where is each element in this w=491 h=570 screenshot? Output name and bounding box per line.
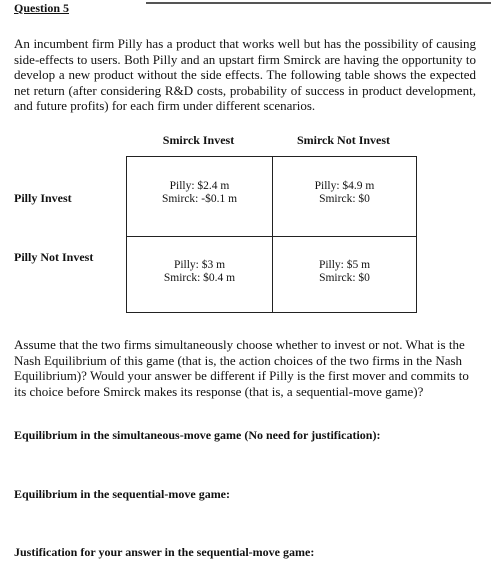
col-header-smirck-not-invest: Smirck Not Invest [296, 133, 391, 147]
cell-pilly-payoff: Pilly: $4.9 m [314, 180, 375, 192]
cell-pilly-payoff: Pilly: $3 m [173, 259, 226, 271]
cell-notinvest-notinvest [272, 259, 417, 285]
header-rule [146, 2, 491, 4]
cell-smirck-payoff: Smirck: $0 [319, 272, 370, 284]
row-header-pilly-not-invest: Pilly Not Invest [14, 250, 94, 264]
matrix-divider-horizontal [127, 236, 416, 237]
cell-smirck-payoff: Smirck: $0.4 m [163, 272, 236, 284]
cell-pilly-payoff: Pilly: $2.4 m [169, 180, 230, 192]
cell-smirck-payoff: Smirck: $0 [319, 193, 370, 205]
justification-answer-label: Justification for your answer in the sequential-move game: [14, 545, 315, 559]
question-prompt: Assume that the two firms simultaneously choose whether to invest or not. What is the Nash Equilibrium of this game (that is, the action choices of the two firms in the Nash Equilibrium)? Would your answer be different if Pilly is the first mover and commits to its choice before Smirck makes its response (that is, a sequential-move game)? [14, 337, 469, 399]
question-title: Question 5 [14, 1, 70, 15]
cell-pilly-payoff: Pilly: $5 m [318, 259, 371, 271]
cell-invest-notinvest [272, 180, 417, 206]
row-header-pilly-invest: Pilly Invest [14, 191, 72, 205]
cell-invest-invest [127, 180, 272, 206]
sequential-answer-label: Equilibrium in the sequential-move game: [14, 487, 231, 501]
cell-notinvest-invest [127, 259, 272, 285]
cell-smirck-payoff: Smirck: -$0.1 m [161, 193, 238, 205]
simultaneous-answer-label: Equilibrium in the simultaneous-move game (No need for justification): [14, 428, 381, 442]
intro-paragraph: An incumbent firm Pilly has a product that works well but has the possibility of causing side-effects to users. Both Pilly and an upstart firm Smirck are having the opportunity to develop a new product without the side effects. The following table shows the expected net return (after considering R&D costs, probability of success in product development, and future profits) for each firm under different scenarios. [14, 36, 476, 113]
payoff-matrix [126, 156, 417, 313]
col-header-smirck-invest: Smirck Invest [162, 133, 235, 147]
